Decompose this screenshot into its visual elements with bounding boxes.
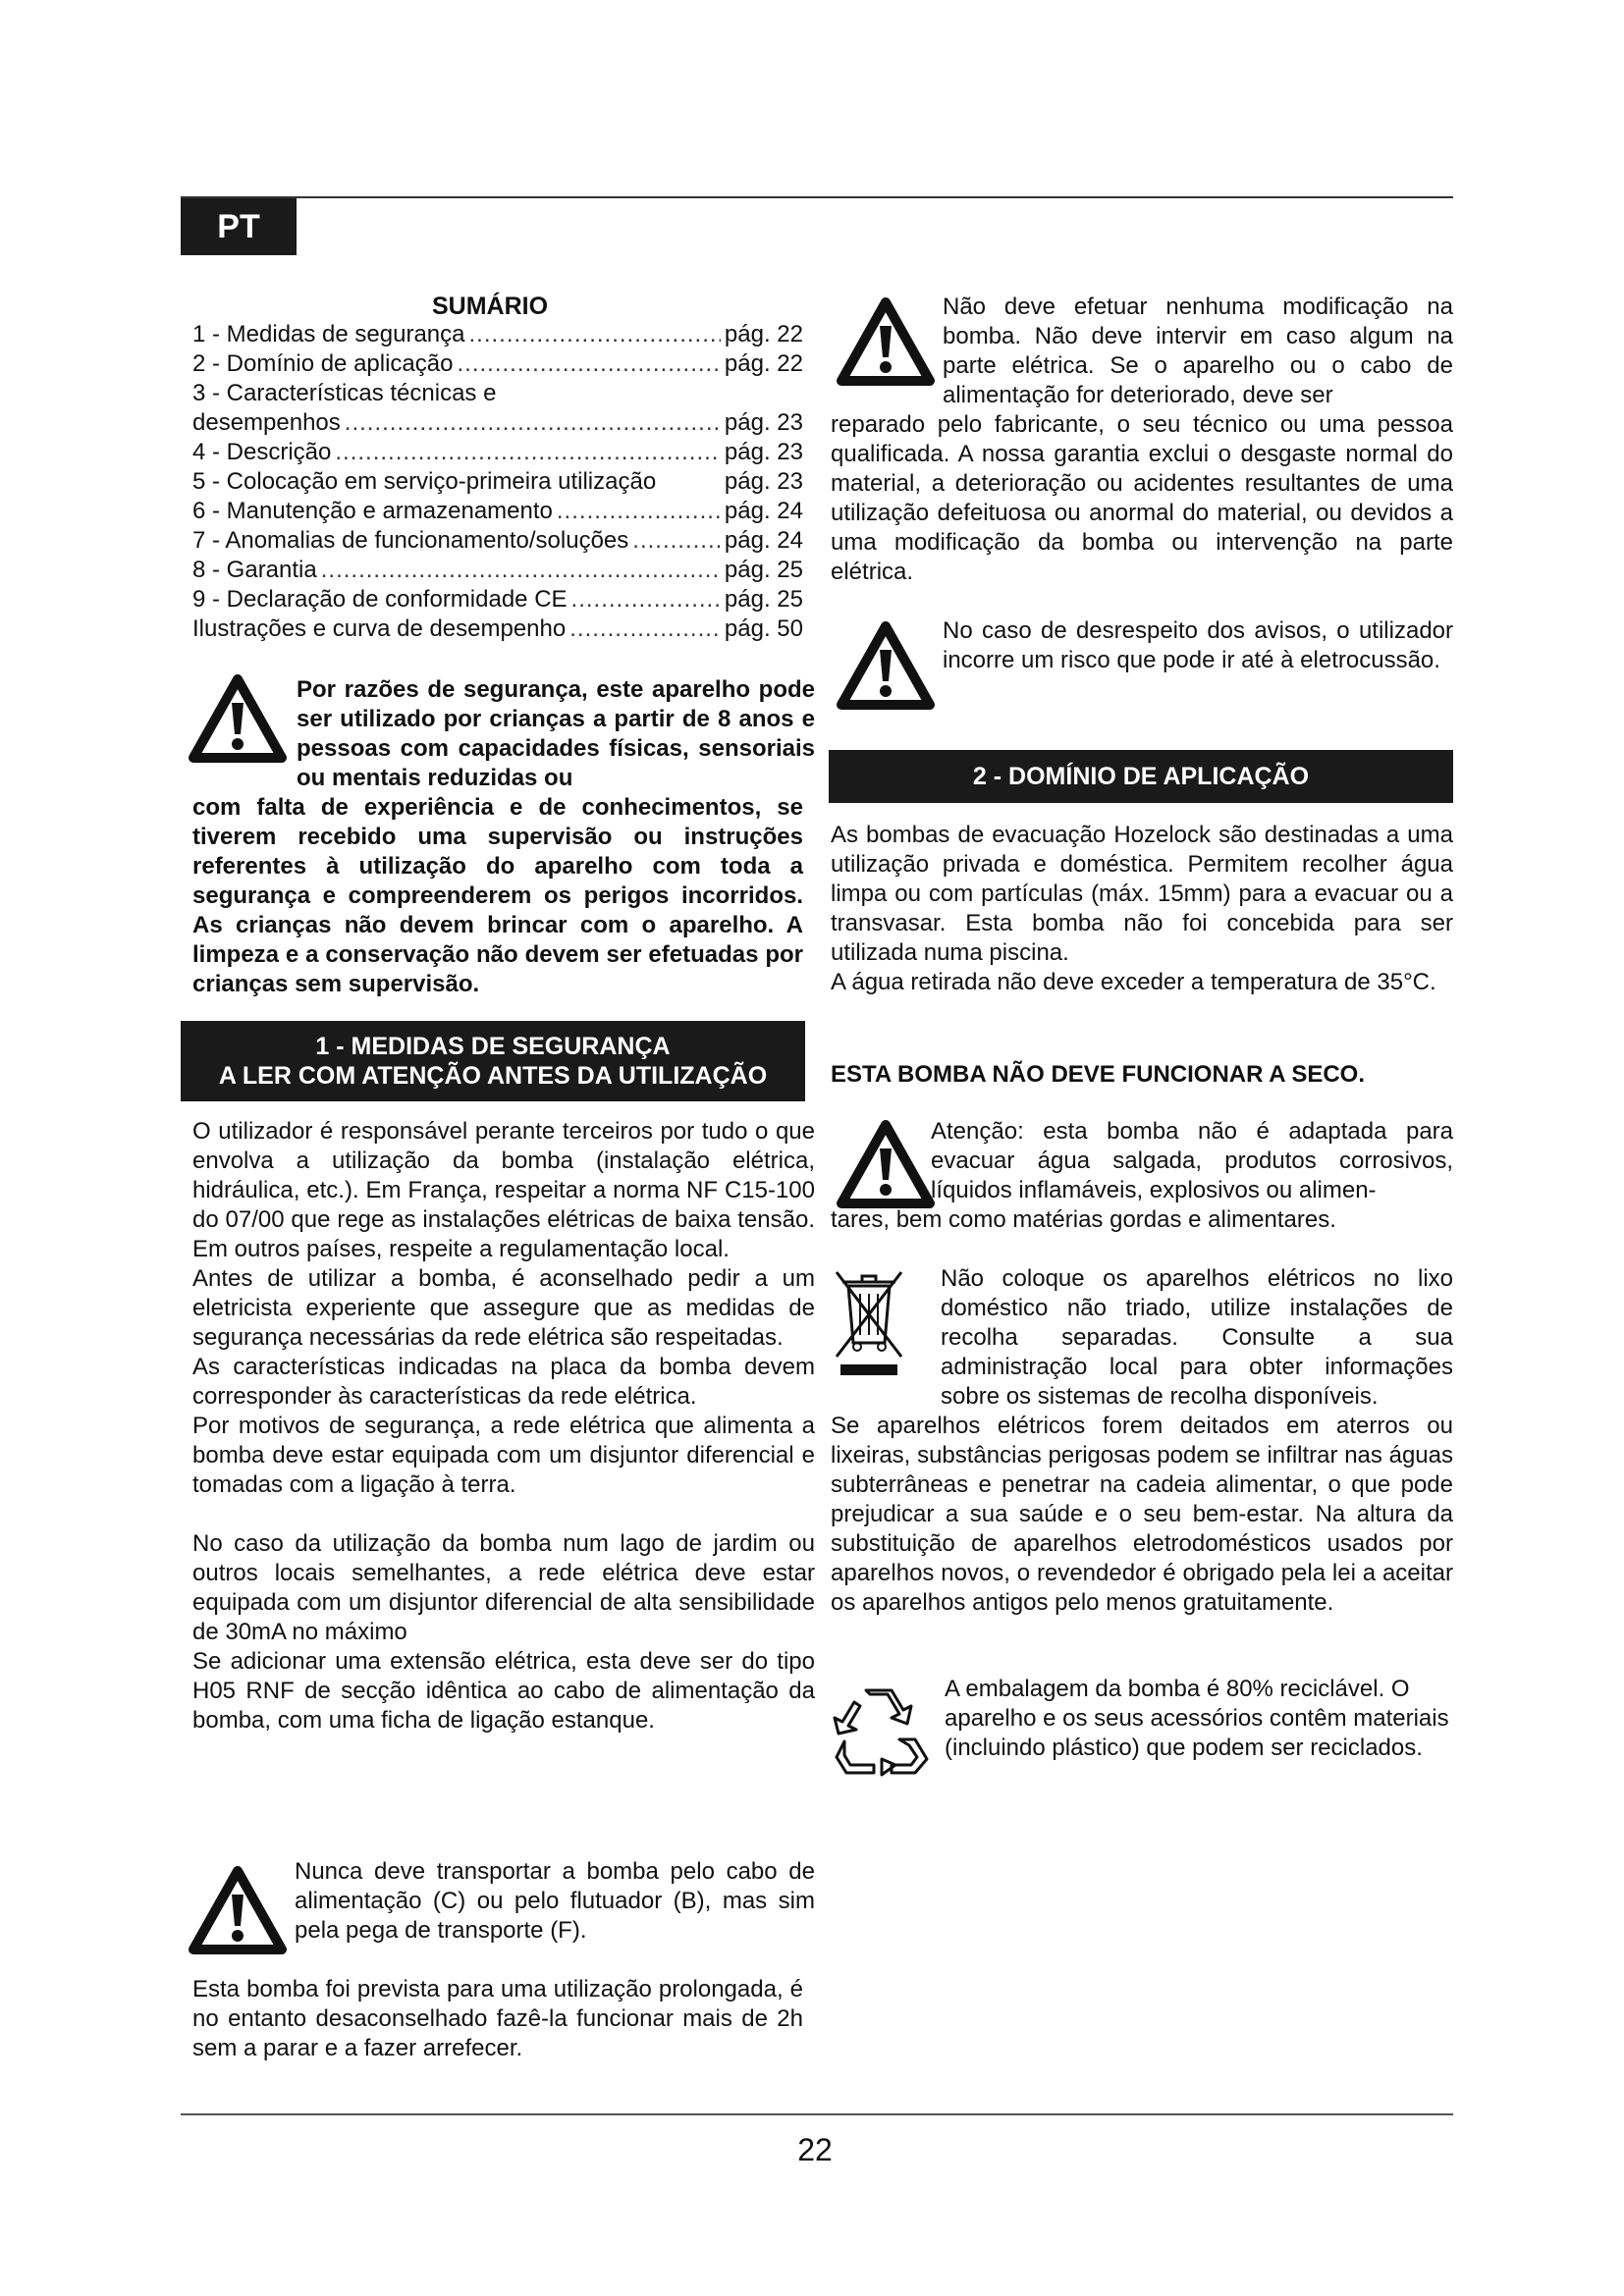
toc-item: 4 - Descrição ..... pág. 23 <box>192 438 803 467</box>
warning-icon <box>189 1865 287 1955</box>
toc-item: desempenhos ..... pág. 23 <box>192 408 803 438</box>
paragraph-garden-pond: No caso da utilização da bomba num lago de jardim ou outros locais semelhantes, a rede elétrica deve estar equipada com um disjuntor diferencial de alta sensibilidade de 30mA no máximo <box>192 1530 815 1645</box>
paragraph-electrician: Antes de utilizar a bomba, é aconselhado pedir a um eletricista experiente que assegure que as medidas de segurança necessárias da rede elétrica são respeitadas. <box>192 1265 815 1351</box>
toc-item: 3 - Características técnicas e <box>192 380 497 406</box>
section-1-banner <box>181 1021 805 1101</box>
paragraph-attention: Atenção: esta bomba não é adaptada para evacuar água salgada, produtos corrosivos, líquidos inflamáveis, explosivos ou alimen- <box>931 1118 1453 1203</box>
paragraph-weee: Não coloque os aparelhos elétricos no lixo doméstico não triado, utilize instalações de recolha separadas. Consulte a sua administração local para obter informações sobre os sistemas de recolha disponíveis. <box>941 1265 1453 1410</box>
children-warning-text: Por razões de segurança, este aparelho pode ser utilizado por crianças a partir de 8 anos e pessoas com capacidades físicas, sensoriais ou mentais reduzidas ou <box>297 676 815 791</box>
crossed-out-bin-icon <box>833 1266 905 1376</box>
toc-item: Ilustrações e curva de desempenho ..... pág. 50 <box>192 614 803 644</box>
toc-item: 5 - Colocação em serviço-primeira utilização pág. 23 <box>192 468 803 495</box>
paragraph-attention-continued: tares, bem como matérias gordas e alimentares. <box>831 1206 1336 1233</box>
right-application <box>831 821 1453 997</box>
toc-item: 2 - Domínio de aplicação ..... pág. 22 <box>192 349 803 379</box>
paragraph-user-responsibility: O utilizador é responsável perante terceiros por tudo o que envolva a utilização da bomba (instalação elétrica, hidráulica, etc.). Em França, respeitar a norma NF C15-100 do 07/00 que rege as instalações elétricas de baixa tensão. Em outros países, respeite a regulamentação local. <box>192 1118 815 1262</box>
bottom-rule <box>181 2113 1453 2115</box>
paragraph-application: As bombas de evacuação Hozelock são destinadas a uma utilização privada e doméstica. Permitem recolher água limpa ou com partículas (máx. 15mm) para a evacuar ou a transvasar. Esta bomba não foi concebida para ser utilizada numa piscina. <box>831 822 1453 966</box>
left-body <box>192 1117 815 1735</box>
warning-icon <box>837 1119 935 1209</box>
paragraph-no-modification-continued: reparado pelo fabricante, o seu técnico ou uma pessoa qualificada. A nossa garantia exclui o desgaste normal do material, a deterioração ou acidentes resultantes de uma utilização defeituosa ou anormal do material, ou devidos a uma modificação da bomba ou intervenção na parte elétrica. <box>831 411 1453 585</box>
section-1-subtitle: A LER COM ATENÇÃO ANTES DA UTILIZAÇÃO <box>218 1062 768 1090</box>
paragraph-temperature: A água retirada não deve exceder a temperatura de 35°C. <box>831 969 1436 995</box>
toc-item: 1 - Medidas de segurança ..... pág. 22 <box>192 320 803 349</box>
top-rule <box>181 196 1453 198</box>
warning-icon <box>837 296 935 387</box>
paragraph-no-modification: Não deve efetuar nenhuma modificação na bomba. Não deve intervir em caso algum na parte elétrica. Se o aparelho ou o cabo de alimentação for deteriorado, deve ser <box>943 294 1453 408</box>
toc-item: 7 - Anomalias de funcionamento/soluções ..... pág. 24 <box>192 526 803 556</box>
paragraph-transport: Nunca deve transportar a bomba pelo cabo de alimentação (C) ou pelo flutuador (B), mas sim pela pega de transporte (F). <box>295 1858 815 1944</box>
section-2-banner: 2 - DOMÍNIO DE APLICAÇÃO <box>829 750 1453 803</box>
paragraph-safety-network: Por motivos de segurança, a rede elétrica que alimenta a bomba deve estar equipada com um disjuntor diferencial e tomadas com a ligação à terra. <box>192 1413 815 1498</box>
toc-item: 9 - Declaração de conformidade CE ..... pág. 25 <box>192 585 803 614</box>
paragraph-extension: Se adicionar uma extensão elétrica, esta deve ser do tipo H05 RNF de secção idêntica ao cabo de alimentação da bomba, com uma ficha de ligação estanque. <box>192 1648 815 1734</box>
section-1-title: 1 - MEDIDAS DE SEGURANÇA <box>315 1033 671 1060</box>
recycling-icon <box>831 1681 933 1783</box>
paragraph-recycle: A embalagem da bomba é 80% reciclável. O aparelho e os seus acessórios contêm materiais (incluindo plástico) que podem ser reciclados. <box>945 1676 1449 1761</box>
page-number: 22 <box>797 2132 833 2167</box>
language-badge: PT <box>181 198 297 255</box>
warning-icon <box>837 620 935 711</box>
dry-run-warning: ESTA BOMBA NÃO DEVE FUNCIONAR A SECO. <box>831 1061 1366 1088</box>
toc-item: 6 - Manutenção e armazenamento ..... pág. 24 <box>192 497 803 526</box>
children-warning-text-continued: com falta de experiência e de conhecimentos, se tiverem recebido uma supervisão ou instruções referentes à utilização do aparelho com toda a segurança e compreenderem os perigos incorridos. As crianças não devem brincar com o aparelho. A limpeza e a conservação não devem ser efetuadas por crianças sem supervisão. <box>192 794 803 997</box>
paragraph-characteristics: As características indicadas na placa da bomba devem corresponder às características da rede elétrica. <box>192 1354 815 1410</box>
table-of-contents <box>192 320 803 644</box>
toc-title: SUMÁRIO <box>432 293 549 320</box>
paragraph-prolonged-use: Esta bomba foi prevista para uma utilização prolongada, é no entanto desaconselhado fazê-la funcionar mais de 2h sem a parar e a fazer arrefecer. <box>192 1976 803 2061</box>
warning-icon <box>189 673 287 764</box>
paragraph-weee-continued: Se aparelhos elétricos forem deitados em aterros ou lixeiras, substâncias perigosas podem se infiltrar nas águas subterrâneas e penetrar na cadeia alimentar, o que pode prejudicar a sua saúde e o seu bem-estar. Na altura da substituição de aparelhos eletrodomésticos usados por aparelhos novos, o revendedor é obrigado pela lei a aceitar os aparelhos antigos pelo menos gratuitamente. <box>831 1413 1453 1616</box>
toc-item: 8 - Garantia ..... pág. 25 <box>192 556 803 585</box>
paragraph-electrocution: No caso de desrespeito dos avisos, o utilizador incorre um risco que pode ir até à eletrocussão. <box>943 617 1453 673</box>
